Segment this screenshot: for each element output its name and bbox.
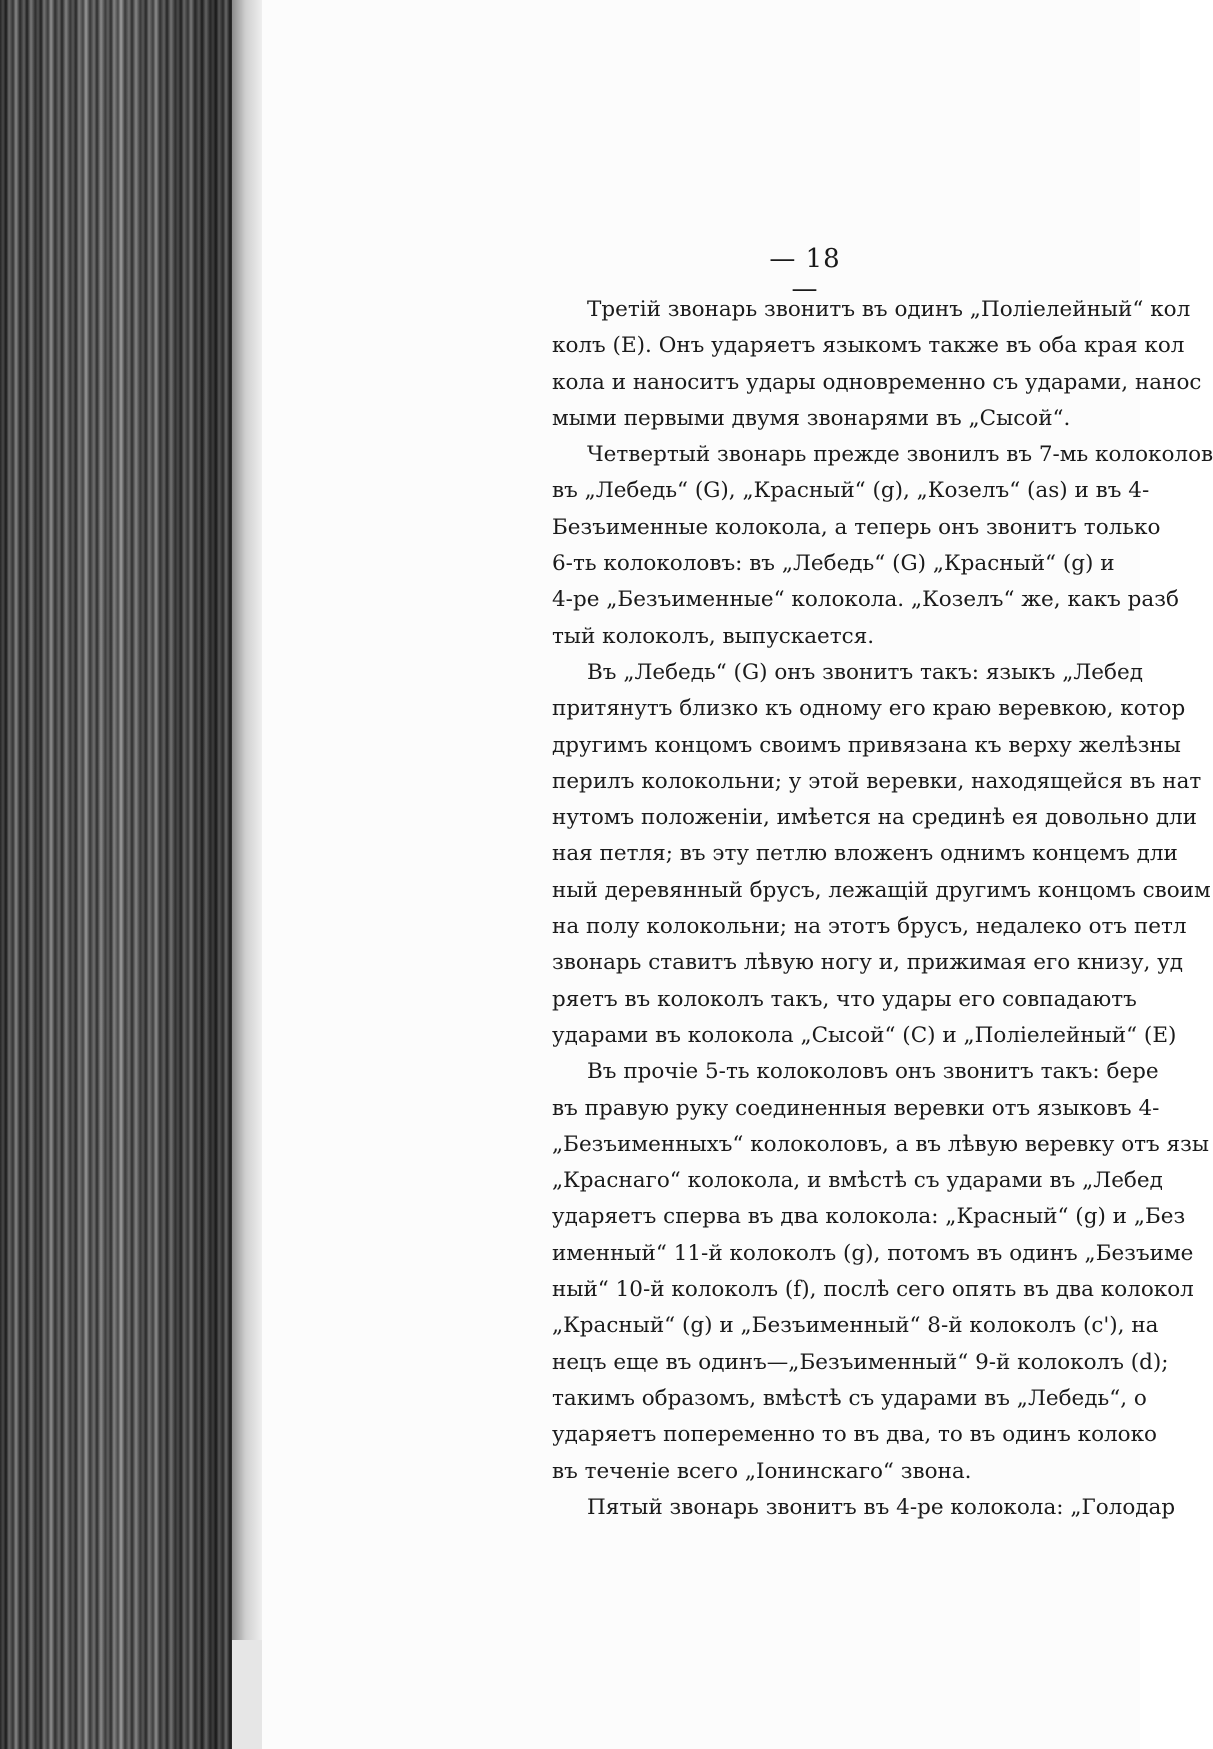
text-line: Въ прочіе 5-ть колоколовъ онъ звонитъ такъ: бере bbox=[587, 1059, 1159, 1085]
text-line: ный деревянный брусъ, лежащій другимъ концомъ своим bbox=[552, 877, 1211, 903]
text-line: кола и наноситъ удары одновременно съ ударами, нанос bbox=[552, 369, 1202, 395]
text-line: притянутъ близко къ одному его краю веревкою, котор bbox=[552, 696, 1186, 722]
text-line: „Безъименныхъ“ колоколовъ, а въ лѣвую веревку отъ язы bbox=[552, 1131, 1209, 1157]
text-line: такимъ образомъ, вмѣстѣ съ ударами въ „Лебедь“, о bbox=[552, 1385, 1147, 1411]
text-line: звонарь ставитъ лѣвую ногу и, прижимая его книзу, уд bbox=[552, 950, 1184, 976]
text-line: другимъ концомъ своимъ привязана къ верху желѣзны bbox=[552, 732, 1181, 758]
text-line: нутомъ положеніи, имѣется на срединѣ ея довольно дли bbox=[552, 805, 1197, 831]
page-number: — 18 — bbox=[769, 244, 841, 304]
text-line: тый колоколъ, выпускается. bbox=[552, 623, 875, 649]
text-line: ударами въ колокола „Сысой“ (С) и „Поліелейный“ (Е) bbox=[552, 1022, 1177, 1048]
text-line: перилъ колокольни; у этой веревки, находящейся въ нат bbox=[552, 768, 1202, 794]
binding-gutter bbox=[232, 0, 262, 1749]
text-line: въ „Лебедь“ (G), „Красный“ (g), „Козелъ“ (as) и въ 4- bbox=[552, 478, 1150, 504]
text-line: въ правую руку соединенныя веревки отъ языковъ 4- bbox=[552, 1095, 1160, 1121]
text-line: „Краснаго“ колокола, и вмѣстѣ съ ударами въ „Лебед bbox=[552, 1168, 1163, 1194]
text-line: ряетъ въ колоколъ такъ, что удары его совпадаютъ bbox=[552, 986, 1137, 1012]
text-line: Въ „Лебедь“ (G) онъ звонитъ такъ: языкъ „Лебед bbox=[587, 659, 1143, 685]
text-line: ный“ 10-й колоколъ (f), послѣ сего опять въ два колокол bbox=[552, 1277, 1194, 1303]
text-line: 6-ть колоколовъ: въ „Лебедь“ (G) „Красный“ (g) и bbox=[552, 551, 1115, 577]
text-line: ная петля; въ эту петлю вложенъ однимъ концемъ дли bbox=[552, 841, 1178, 867]
book-page-edges bbox=[0, 0, 232, 1749]
text-line: Пятый звонарь звонитъ въ 4-ре колокола: „Голодар bbox=[587, 1494, 1176, 1520]
text-line: Четвертый звонарь прежде звонилъ въ 7-мь колоколов bbox=[587, 442, 1213, 468]
text-line: ударяетъ сперва въ два колокола: „Красный“ (g) и „Без bbox=[552, 1204, 1186, 1230]
text-line: мыми первыми двумя звонарями въ „Сысой“. bbox=[552, 405, 1071, 431]
text-line: нецъ еще въ одинъ—„Безъименный“ 9-й колоколъ (d); bbox=[552, 1349, 1169, 1375]
text-line: „Красный“ (g) и „Безъименный“ 8-й колоколъ (c'), на bbox=[552, 1313, 1159, 1339]
text-line: Третій звонарь звонитъ въ одинъ „Поліелейный“ кол bbox=[587, 297, 1191, 322]
text-line: Безъименные колокола, а теперь онъ звонитъ только bbox=[552, 514, 1161, 540]
text-line: колъ (Е). Онъ ударяетъ языкомъ также въ оба края кол bbox=[552, 333, 1185, 359]
text-line: на полу колокольни; на этотъ брусъ, недалеко отъ петл bbox=[552, 914, 1187, 940]
text-line: именный“ 11-й колоколъ (g), потомъ въ одинъ „Безъиме bbox=[552, 1240, 1194, 1266]
body-text bbox=[552, 292, 1213, 1526]
text-line: въ теченіе всего „Іонинскаго“ звона. bbox=[552, 1458, 972, 1484]
text-line: ударяетъ попеременно то въ два, то въ одинъ колоко bbox=[552, 1422, 1157, 1448]
text-line: 4-ре „Безъименные“ колокола. „Козелъ“ же, какъ разб bbox=[552, 587, 1179, 613]
